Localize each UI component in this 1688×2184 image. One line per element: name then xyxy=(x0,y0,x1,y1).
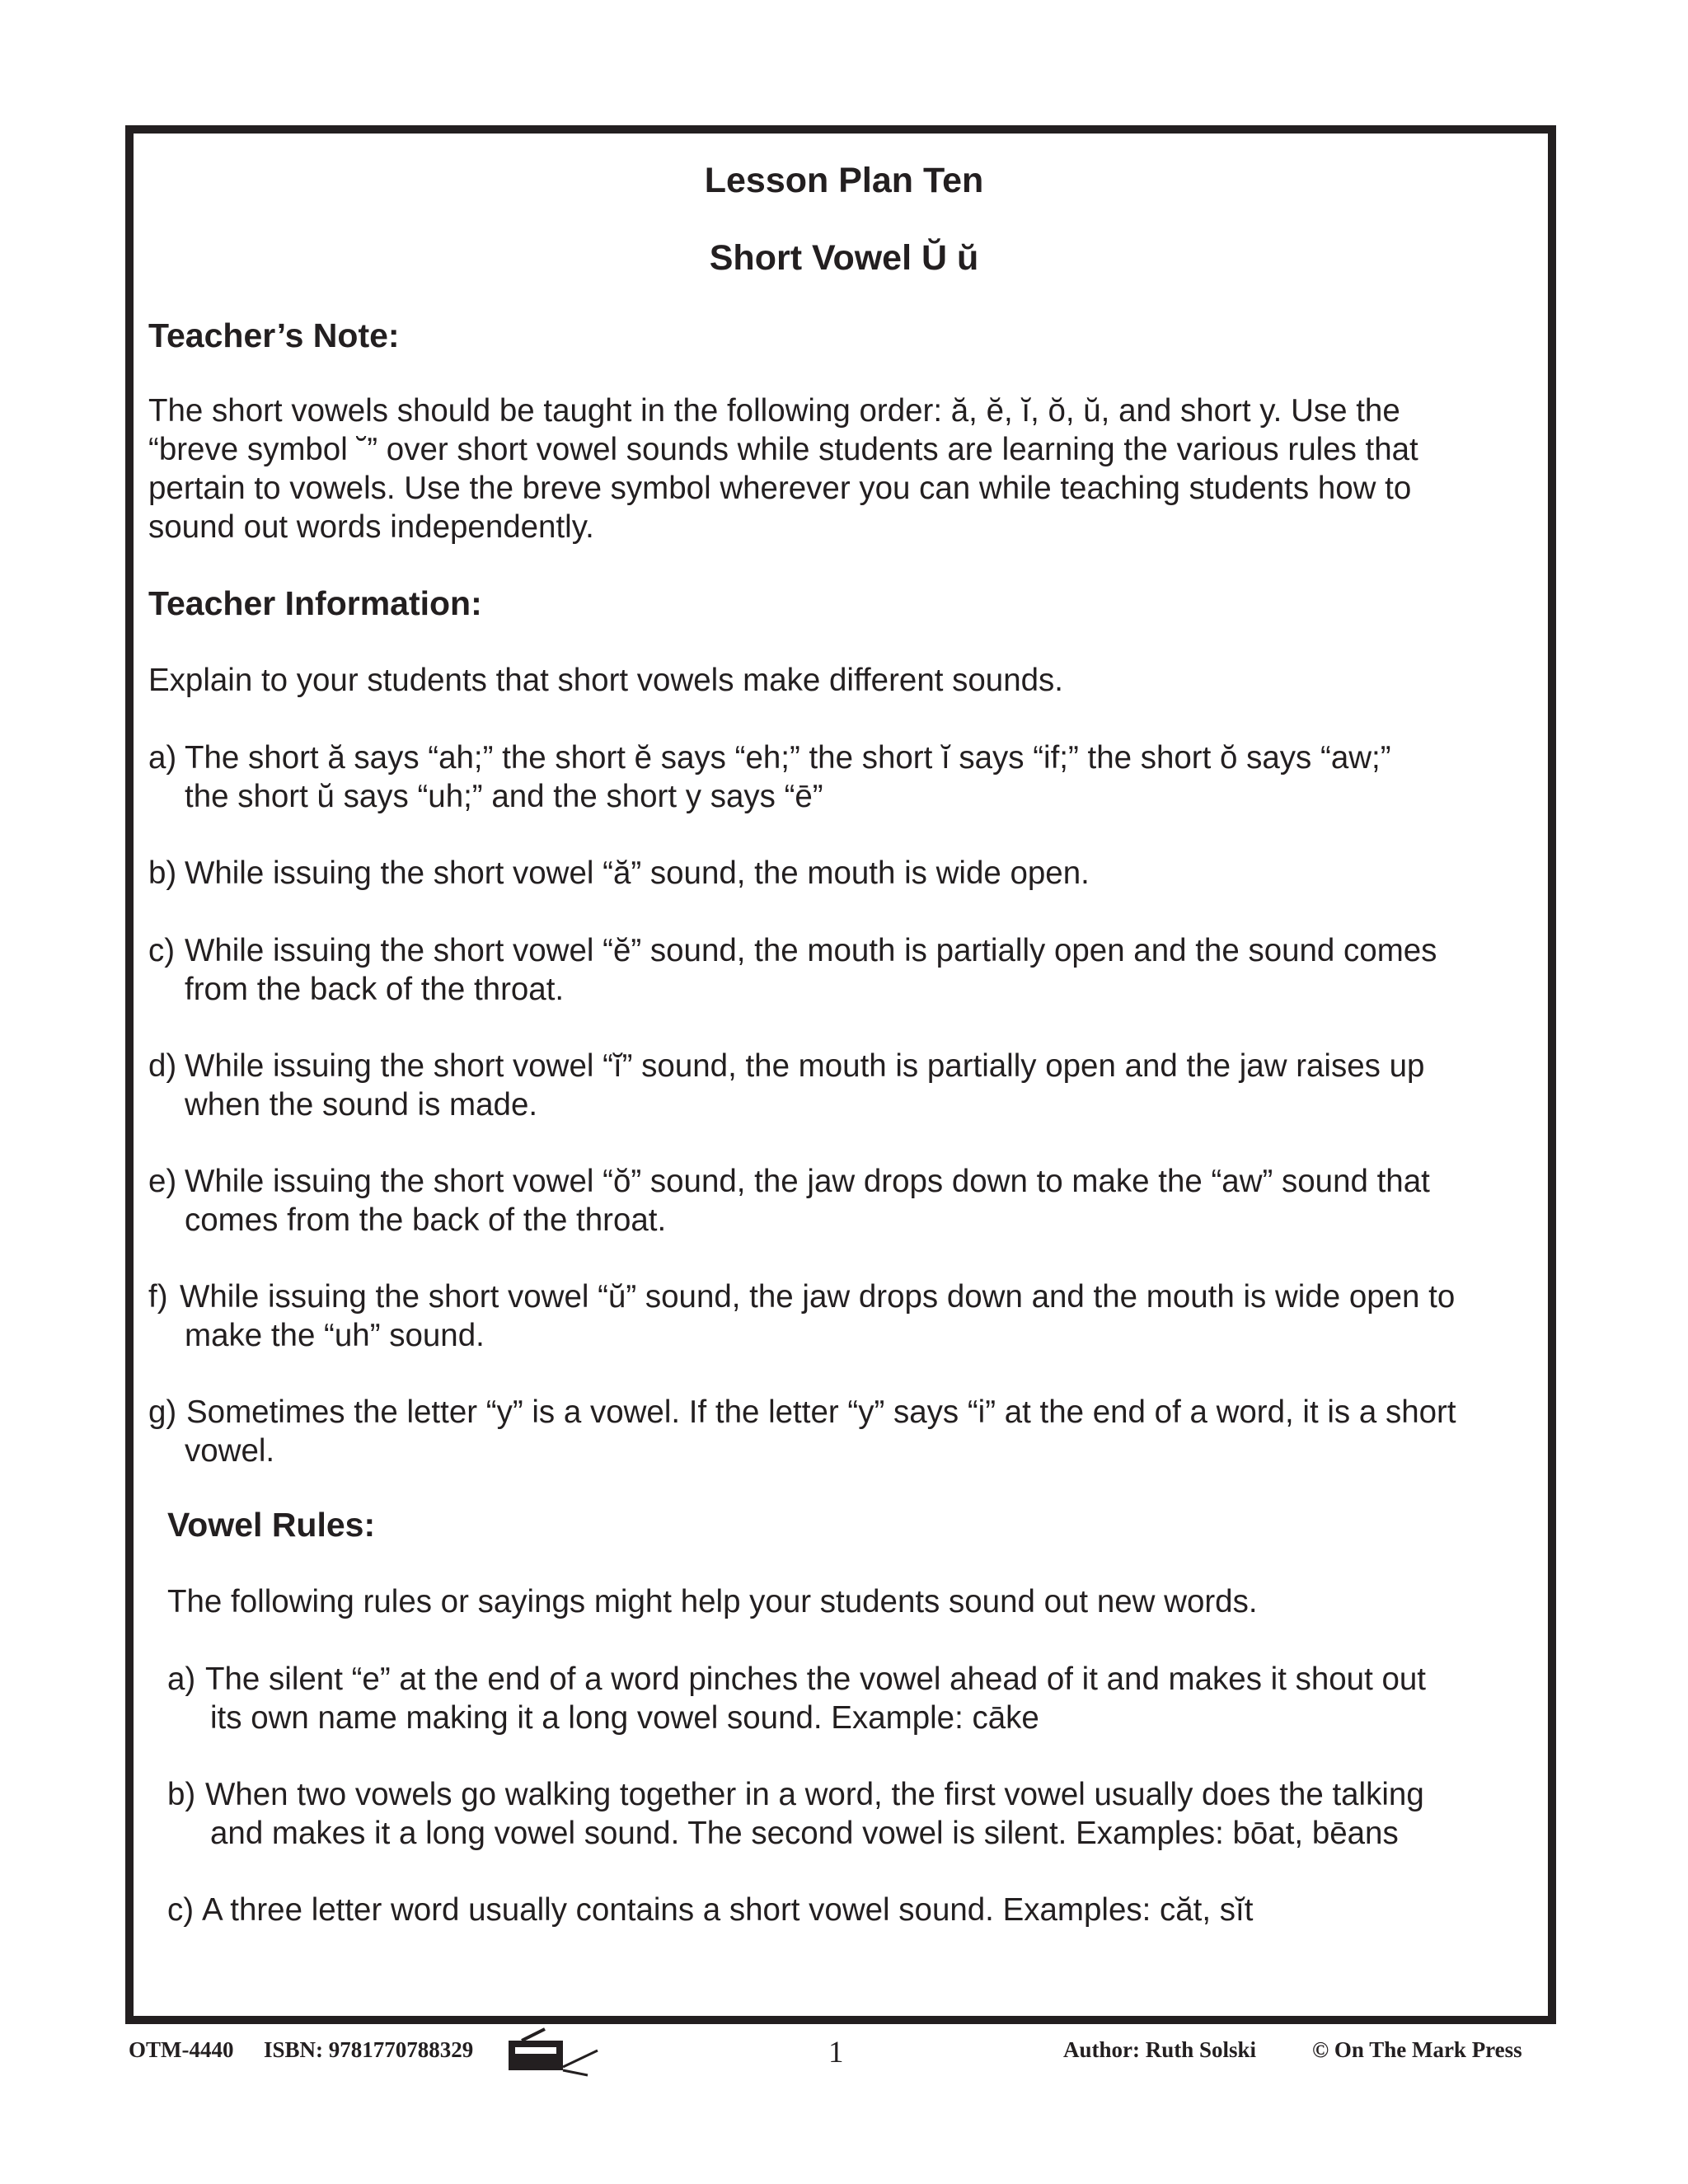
list-item-text: While issuing the short vowel “ă” sound, the mouth is wide open. xyxy=(185,855,1090,891)
list-item xyxy=(148,931,1437,1009)
list-item-text: A three letter word usually contains a short vowel sound. Examples: căt, sĭt xyxy=(202,1892,1254,1928)
list-marker: f) xyxy=(148,1279,168,1315)
list-item-text-cont: vowel. xyxy=(185,1433,275,1469)
list-marker: c) xyxy=(148,933,176,968)
list-item-text-cont: comes from the back of the throat. xyxy=(185,1202,667,1238)
list-marker: b) xyxy=(167,1777,196,1812)
list-item-text: When two vowels go walking together in a word, the first vowel usually does the talking xyxy=(205,1777,1424,1812)
list-item xyxy=(148,1047,1424,1124)
list-marker: g) xyxy=(148,1394,177,1430)
vowel-rules-intro: The following rules or sayings might help your students sound out new words. xyxy=(167,1584,1258,1619)
list-item xyxy=(167,1660,1426,1737)
page-number: 1 xyxy=(828,2036,844,2069)
list-item-text-cont: the short ŭ says “uh;” and the short y says “ē” xyxy=(185,779,823,814)
list-item xyxy=(148,854,1090,893)
list-item xyxy=(148,1162,1430,1240)
list-marker: a) xyxy=(148,740,177,776)
list-marker: c) xyxy=(167,1892,195,1928)
list-item-text: The silent “e” at the end of a word pinches the vowel ahead of it and makes it shout out xyxy=(205,1661,1426,1697)
vowel-rules-heading: Vowel Rules: xyxy=(167,1506,376,1544)
list-item xyxy=(167,1775,1424,1853)
list-marker: e) xyxy=(148,1164,177,1199)
list-item-text-cont: make the “uh” sound. xyxy=(185,1318,485,1353)
teachers-note-line: pertain to vowels. Use the breve symbol wherever you can while teaching students how to xyxy=(148,471,1412,506)
teachers-note-line: sound out words independently. xyxy=(148,509,594,545)
list-item xyxy=(167,1891,1253,1929)
list-item-text-cont: when the sound is made. xyxy=(185,1087,538,1122)
list-item-text: While issuing the short vowel “ŏ” sound, the jaw drops down to make the “aw” sound that xyxy=(185,1164,1430,1199)
list-item-text: While issuing the short vowel “ĭ” sound, the mouth is partially open and the jaw raises up xyxy=(185,1048,1425,1084)
list-item-text: While issuing the short vowel “ĕ” sound, the mouth is partially open and the sound comes xyxy=(185,933,1437,968)
list-item-text: The short ă says “ah;” the short ĕ says “eh;” the short ĭ says “if;” the short ŏ says “aw;” xyxy=(185,740,1391,776)
list-item-text: Sometimes the letter “y” is a vowel. If the letter “y” says “i” at the end of a word, it is a short xyxy=(186,1394,1456,1430)
list-item xyxy=(148,738,1391,816)
projector-icon xyxy=(505,2027,604,2079)
footer-author: Author: Ruth Solski xyxy=(1063,2037,1257,2062)
list-item xyxy=(148,1277,1455,1355)
footer-publisher: © On The Mark Press xyxy=(1312,2037,1522,2062)
lesson-title: Lesson Plan Ten xyxy=(704,161,984,200)
teachers-note-line: “breve symbol ˘” over short vowel sounds while students are learning the various rules that xyxy=(148,432,1418,467)
footer-isbn: ISBN: 9781770788329 xyxy=(264,2037,474,2062)
teachers-note-line: The short vowels should be taught in the following order: ă, ĕ, ĭ, ŏ, ŭ, and short y. Use the xyxy=(148,393,1400,429)
teachers-note-heading: Teacher’s Note: xyxy=(148,316,400,354)
list-marker: a) xyxy=(167,1661,196,1697)
list-marker: d) xyxy=(148,1048,177,1084)
footer-code: OTM-4440 xyxy=(129,2037,234,2062)
lesson-subtitle: Short Vowel Ŭ ŭ xyxy=(709,238,979,278)
list-item-text-cont: from the back of the throat. xyxy=(185,972,565,1007)
teachers-note-text xyxy=(148,391,1418,546)
teacher-information-intro: Explain to your students that short vowels make different sounds. xyxy=(148,663,1063,698)
list-item-text-cont: and makes it a long vowel sound. The second vowel is silent. Examples: bōat, bēans xyxy=(210,1816,1399,1851)
list-marker: b) xyxy=(148,855,177,891)
list-item-text-cont: its own name making it a long vowel sound. Example: cāke xyxy=(210,1700,1039,1736)
teacher-information-heading: Teacher Information: xyxy=(148,584,482,622)
list-item-text: While issuing the short vowel “ŭ” sound, the jaw drops down and the mouth is wide open to xyxy=(180,1279,1456,1315)
list-item xyxy=(148,1393,1456,1470)
